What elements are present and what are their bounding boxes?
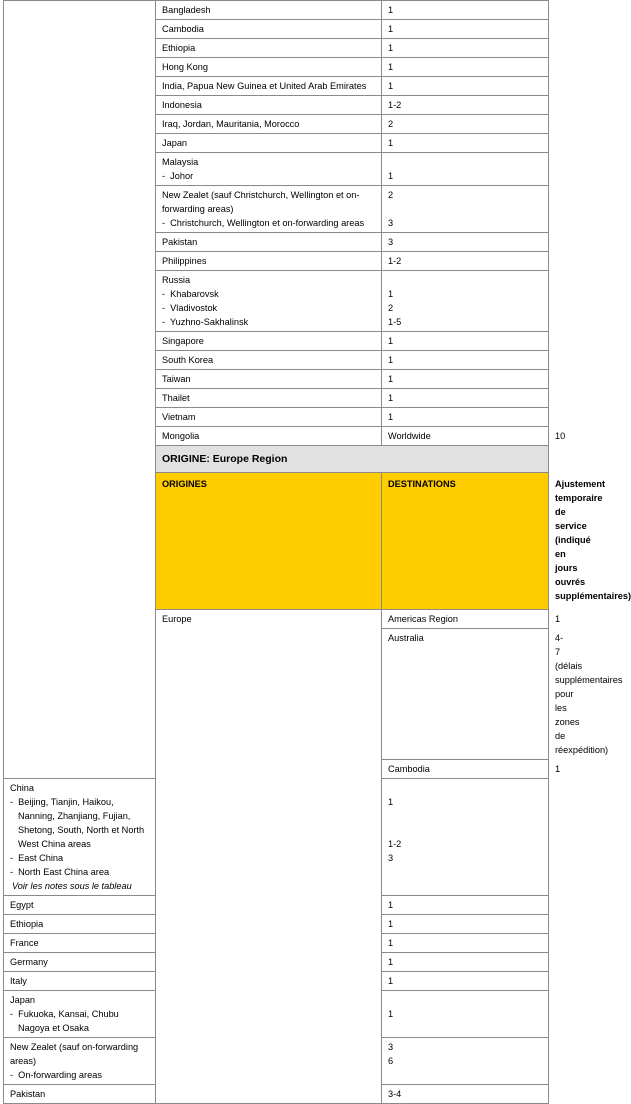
destination-cell: Vietnam bbox=[156, 408, 382, 427]
destination-cell: India, Papua New Guinea et United Arab Emirates bbox=[156, 77, 382, 96]
sub-area: - North East China area bbox=[10, 867, 110, 877]
destination-cell bbox=[4, 779, 156, 896]
destination-cell bbox=[4, 1038, 156, 1085]
adjustment-cell: 1 bbox=[382, 332, 549, 351]
destination-cell: Iraq, Jordan, Mauritania, Morocco bbox=[156, 115, 382, 134]
adjustment-cell: 1 bbox=[382, 896, 549, 915]
adjustment-cell: 1 bbox=[382, 934, 549, 953]
destination-cell: Italy bbox=[4, 972, 156, 991]
adjustment-cell: 1 bbox=[382, 953, 549, 972]
adjustment-cell: 1 bbox=[382, 77, 549, 96]
sub-area: - Christchurch, Wellington et on-forwarding areas bbox=[162, 218, 365, 228]
country-name: New Zealet (sauf Christchurch, Wellington et on-forwarding areas) bbox=[162, 190, 360, 214]
destination-cell bbox=[156, 186, 382, 233]
adjustment-cell: 1 bbox=[382, 915, 549, 934]
adjustment-cell: 2 3 bbox=[382, 186, 549, 233]
destination-cell: Cambodia bbox=[382, 760, 549, 779]
column-header-row: ORIGINES DESTINATIONS Ajustement temporaire de service (indiqué en jours ouvrés supplémentaires) bbox=[4, 473, 549, 610]
destination-cell: Cambodia bbox=[156, 20, 382, 39]
table-row: Mongolia Worldwide 10 bbox=[4, 427, 549, 446]
destination-cell: Australia bbox=[382, 629, 549, 760]
destination-cell: Worldwide bbox=[382, 427, 549, 446]
adjustment-cell: 1 bbox=[382, 1, 549, 20]
adjustment-cell: 1 bbox=[382, 370, 549, 389]
destination-cell: Indonesia bbox=[156, 96, 382, 115]
adjustment-cell: 1 bbox=[382, 134, 549, 153]
destination-cell: Pakistan bbox=[156, 233, 382, 252]
header-destinations: DESTINATIONS bbox=[382, 473, 549, 610]
sub-area: - On-forwarding areas bbox=[10, 1070, 102, 1080]
dash: - bbox=[162, 218, 166, 228]
destination-cell: France bbox=[4, 934, 156, 953]
dash: - bbox=[162, 171, 166, 181]
adjustment-cell: 1 bbox=[382, 408, 549, 427]
table-row: Australia 4-7 (délais supplémentaires pour les zones de réexpédition) bbox=[4, 629, 549, 760]
table-row bbox=[4, 1, 549, 20]
adjustment-cell: 3 bbox=[382, 233, 549, 252]
destination-cell: Ethiopia bbox=[156, 39, 382, 58]
country-name: China bbox=[10, 783, 35, 793]
header-origins: ORIGINES bbox=[156, 473, 382, 610]
destination-cell: Hong Kong bbox=[156, 58, 382, 77]
adjustment-cell: 3 6 bbox=[382, 1038, 549, 1085]
origin-cell: Mongolia bbox=[156, 427, 382, 446]
adjustment-cell: 2 bbox=[382, 115, 549, 134]
destination-cell: Germany bbox=[4, 953, 156, 972]
adjustment-cell: 3-4 bbox=[382, 1085, 549, 1104]
adjustment-cell: 1 2 1-5 bbox=[382, 271, 549, 332]
destination-cell: Pakistan bbox=[4, 1085, 156, 1104]
table-row: Europe Americas Region 1 bbox=[4, 610, 549, 629]
destination-cell: Egypt bbox=[4, 896, 156, 915]
destination-cell: South Korea bbox=[156, 351, 382, 370]
adjustment-cell: 1 bbox=[382, 39, 549, 58]
adjustment-cell: 1 bbox=[382, 389, 549, 408]
origin-cell-empty bbox=[4, 1, 156, 779]
destination-cell bbox=[156, 271, 382, 332]
table-row: Cambodia 1 bbox=[4, 760, 549, 779]
destination-cell bbox=[4, 991, 156, 1038]
country-name: Japan bbox=[10, 995, 36, 1005]
sub-area: - Yuzhno-Sakhalinsk bbox=[162, 317, 249, 327]
sub-area: - Khabarovsk bbox=[162, 289, 219, 299]
adjustment-cell: 1 1-2 3 bbox=[382, 779, 549, 896]
destination-cell: Philippines bbox=[156, 252, 382, 271]
country-name: New Zealet (sauf on-forwarding areas) bbox=[10, 1042, 139, 1066]
origin-cell: Europe bbox=[156, 610, 382, 1104]
adjustment-cell: 1 bbox=[382, 58, 549, 77]
country-name: Malaysia bbox=[162, 157, 199, 167]
destination-cell bbox=[156, 153, 382, 186]
adjustment-cell: 1 bbox=[382, 153, 549, 186]
adjustment-cell: 1 bbox=[382, 351, 549, 370]
country-name: Russia bbox=[162, 275, 191, 285]
sub-area: - Johor bbox=[162, 171, 194, 181]
service-adjustment-table bbox=[3, 0, 631, 1104]
sub-area: - Fukuoka, Kansai, Chubu Nagoya et Osaka bbox=[10, 1009, 119, 1033]
adjustment-cell: 1-2 bbox=[382, 252, 549, 271]
adjustment-cell: 1-2 bbox=[382, 96, 549, 115]
sub-area: - Beijing, Tianjin, Haikou, Nanning, Zhanjiang, Fujian, Shetong, South, North et North West China areas bbox=[10, 797, 145, 849]
destination-cell: Singapore bbox=[156, 332, 382, 351]
destination-cell: Bangladesh bbox=[156, 1, 382, 20]
destination-cell: Japan bbox=[156, 134, 382, 153]
destination-cell: Thailet bbox=[156, 389, 382, 408]
adjustment-cell: 1 bbox=[382, 20, 549, 39]
destination-cell: Ethiopia bbox=[4, 915, 156, 934]
sub-area: - Vladivostok bbox=[162, 303, 218, 313]
section-title: ORIGINE: Europe Region bbox=[156, 446, 549, 473]
destination-cell: Taiwan bbox=[156, 370, 382, 389]
adjustment-cell: 1 bbox=[382, 972, 549, 991]
destination-cell: Americas Region bbox=[382, 610, 549, 629]
table-note: Voir les notes sous le tableau bbox=[12, 881, 132, 891]
sub-area: - East China bbox=[10, 853, 64, 863]
adjustment-cell: 1 bbox=[382, 991, 549, 1038]
